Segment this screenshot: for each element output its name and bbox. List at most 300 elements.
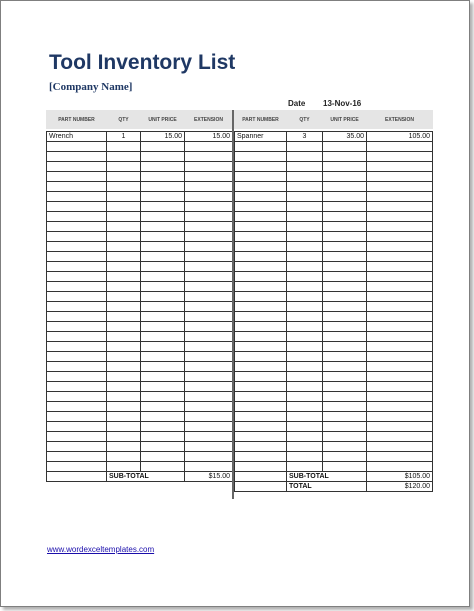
table-cell[interactable]: [47, 152, 107, 162]
table-cell[interactable]: [235, 372, 287, 382]
table-cell[interactable]: 1: [107, 132, 141, 142]
table-cell[interactable]: [323, 252, 367, 262]
table-cell[interactable]: [323, 322, 367, 332]
table-cell[interactable]: [141, 212, 185, 222]
table-cell[interactable]: [323, 262, 367, 272]
table-cell[interactable]: [107, 312, 141, 322]
table-cell[interactable]: [235, 242, 287, 252]
table-cell[interactable]: [235, 412, 287, 422]
table-cell[interactable]: [185, 162, 233, 172]
table-cell[interactable]: [107, 422, 141, 432]
table-cell[interactable]: [287, 342, 323, 352]
table-cell[interactable]: [367, 192, 433, 202]
table-cell[interactable]: [141, 362, 185, 372]
table-cell[interactable]: [47, 452, 107, 462]
table-row: [47, 302, 233, 312]
table-cell[interactable]: [287, 192, 323, 202]
table-cell[interactable]: [235, 342, 287, 352]
table-cell[interactable]: [367, 362, 433, 372]
table-cell[interactable]: [323, 312, 367, 322]
table-cell[interactable]: [323, 442, 367, 452]
table-cell[interactable]: [287, 212, 323, 222]
table-cell[interactable]: [323, 172, 367, 182]
table-cell[interactable]: [107, 272, 141, 282]
table-cell[interactable]: [141, 272, 185, 282]
table-cell[interactable]: [287, 292, 323, 302]
table-cell[interactable]: [235, 302, 287, 312]
table-cell[interactable]: [47, 442, 107, 452]
table-cell[interactable]: [367, 202, 433, 212]
table-cell[interactable]: [141, 372, 185, 382]
table-row: [235, 392, 433, 402]
table-row: [47, 462, 233, 472]
table-row: [47, 222, 233, 232]
table-cell[interactable]: [141, 332, 185, 342]
table-cell[interactable]: [107, 172, 141, 182]
table-cell[interactable]: [287, 422, 323, 432]
table-cell[interactable]: [367, 402, 433, 412]
table-cell[interactable]: [235, 192, 287, 202]
table-cell[interactable]: [323, 152, 367, 162]
table-cell[interactable]: [323, 242, 367, 252]
table-cell[interactable]: [287, 162, 323, 172]
table-cell[interactable]: [323, 302, 367, 312]
table-cell[interactable]: [107, 152, 141, 162]
table-cell[interactable]: [107, 452, 141, 462]
table-cell[interactable]: [141, 182, 185, 192]
table-cell[interactable]: [287, 392, 323, 402]
table-row: [235, 212, 433, 222]
column-header: PART NUMBER: [47, 111, 107, 129]
table-cell[interactable]: [323, 202, 367, 212]
table-cell[interactable]: [47, 412, 107, 422]
table-cell[interactable]: [235, 392, 287, 402]
table-cell[interactable]: [287, 372, 323, 382]
table-cell[interactable]: [107, 362, 141, 372]
table-cell[interactable]: [107, 242, 141, 252]
table-cell[interactable]: [235, 332, 287, 342]
table-cell[interactable]: [323, 382, 367, 392]
table-row: [235, 452, 433, 462]
table-cell[interactable]: [287, 222, 323, 232]
table-cell[interactable]: [323, 352, 367, 362]
table-cell[interactable]: [185, 192, 233, 202]
table-cell[interactable]: [367, 322, 433, 332]
table-cell[interactable]: [323, 462, 367, 472]
table-cell[interactable]: [185, 202, 233, 212]
table-cell[interactable]: [287, 312, 323, 322]
table-cell[interactable]: [107, 412, 141, 422]
table-cell[interactable]: [185, 252, 233, 262]
table-cell[interactable]: [141, 152, 185, 162]
table-cell[interactable]: [323, 292, 367, 302]
table-cell[interactable]: [47, 382, 107, 392]
table-cell[interactable]: [235, 252, 287, 262]
table-cell[interactable]: [185, 152, 233, 162]
table-cell[interactable]: [185, 362, 233, 372]
table-cell[interactable]: [287, 232, 323, 242]
table-cell[interactable]: [185, 382, 233, 392]
table-cell[interactable]: [141, 442, 185, 452]
table-cell[interactable]: [323, 212, 367, 222]
table-cell[interactable]: [287, 452, 323, 462]
table-cell[interactable]: [185, 212, 233, 222]
table-cell[interactable]: [107, 232, 141, 242]
table-cell[interactable]: [185, 432, 233, 442]
website-link[interactable]: www.wordexceltemplates.com: [47, 545, 155, 554]
table-cell[interactable]: [287, 152, 323, 162]
table-cell[interactable]: [47, 282, 107, 292]
table-cell[interactable]: [323, 192, 367, 202]
table-row: [47, 292, 233, 302]
table-cell[interactable]: [287, 252, 323, 262]
table-cell[interactable]: [107, 382, 141, 392]
table-cell[interactable]: [185, 312, 233, 322]
table-cell[interactable]: [287, 242, 323, 252]
table-cell[interactable]: [185, 172, 233, 182]
table-row: [235, 162, 433, 172]
table-cell[interactable]: [47, 242, 107, 252]
table-cell[interactable]: [367, 232, 433, 242]
table-cell[interactable]: [287, 302, 323, 312]
table-cell[interactable]: [185, 332, 233, 342]
table-cell[interactable]: [47, 342, 107, 352]
table-cell[interactable]: [141, 322, 185, 332]
table-cell[interactable]: [367, 382, 433, 392]
table-row: [235, 332, 433, 342]
table-cell[interactable]: [47, 392, 107, 402]
table-cell[interactable]: [141, 392, 185, 402]
table-cell[interactable]: [141, 382, 185, 392]
table-cell[interactable]: [141, 352, 185, 362]
table-cell[interactable]: [287, 462, 323, 472]
table-row: [235, 182, 433, 192]
table-cell[interactable]: [323, 422, 367, 432]
table-row: [235, 342, 433, 352]
table-cell[interactable]: [47, 352, 107, 362]
table-cell[interactable]: [323, 432, 367, 442]
table-cell[interactable]: 15.00: [185, 132, 233, 142]
table-cell[interactable]: [107, 162, 141, 172]
table-cell[interactable]: [185, 352, 233, 362]
table-cell[interactable]: [287, 402, 323, 412]
table-cell[interactable]: [235, 262, 287, 272]
table-cell[interactable]: [367, 282, 433, 292]
table-row: [47, 442, 233, 452]
table-cell[interactable]: [141, 302, 185, 312]
table-cell[interactable]: [367, 412, 433, 422]
table-cell[interactable]: [235, 172, 287, 182]
table-cell[interactable]: [235, 422, 287, 432]
table-cell[interactable]: [47, 252, 107, 262]
table-cell[interactable]: [107, 402, 141, 412]
table-cell[interactable]: [287, 322, 323, 332]
table-cell[interactable]: [47, 462, 107, 472]
table-cell[interactable]: Wrench: [47, 132, 107, 142]
table-row: [235, 412, 433, 422]
table-cell[interactable]: [141, 192, 185, 202]
table-cell[interactable]: [107, 292, 141, 302]
table-cell[interactable]: [323, 332, 367, 342]
table-cell[interactable]: [141, 252, 185, 262]
table-cell[interactable]: [367, 372, 433, 382]
table-cell[interactable]: [235, 202, 287, 212]
table-cell[interactable]: [185, 302, 233, 312]
table-cell[interactable]: [367, 352, 433, 362]
table-cell[interactable]: [47, 402, 107, 412]
table-cell[interactable]: [235, 232, 287, 242]
table-cell[interactable]: [141, 232, 185, 242]
table-cell[interactable]: [323, 282, 367, 292]
table-cell[interactable]: [47, 322, 107, 332]
table-cell[interactable]: [47, 262, 107, 272]
table-cell[interactable]: [107, 322, 141, 332]
table-cell[interactable]: [107, 182, 141, 192]
table-cell[interactable]: [235, 382, 287, 392]
table-cell[interactable]: [141, 202, 185, 212]
table-cell[interactable]: [141, 172, 185, 182]
table-cell[interactable]: [235, 322, 287, 332]
table-cell[interactable]: [185, 182, 233, 192]
table-cell[interactable]: [185, 322, 233, 332]
table-cell[interactable]: [107, 212, 141, 222]
table-cell[interactable]: [235, 272, 287, 282]
table-cell[interactable]: [185, 372, 233, 382]
table-cell[interactable]: [141, 342, 185, 352]
table-cell[interactable]: [287, 352, 323, 362]
table-cell[interactable]: [287, 362, 323, 372]
table-cell[interactable]: [367, 152, 433, 162]
table-cell[interactable]: [323, 362, 367, 372]
table-cell[interactable]: [287, 142, 323, 152]
table-row: [47, 352, 233, 362]
table-cell[interactable]: [287, 182, 323, 192]
table-cell[interactable]: [185, 342, 233, 352]
table-cell[interactable]: [287, 332, 323, 342]
table-cell[interactable]: [47, 192, 107, 202]
table-cell[interactable]: [367, 252, 433, 262]
table-cell[interactable]: [235, 452, 287, 462]
table-row: [47, 452, 233, 462]
table-cell[interactable]: [107, 462, 141, 472]
table-cell[interactable]: [323, 392, 367, 402]
table-cell[interactable]: 105.00: [367, 132, 433, 142]
table-cell[interactable]: [47, 332, 107, 342]
table-cell[interactable]: [287, 442, 323, 452]
table-cell[interactable]: [367, 422, 433, 432]
table-cell[interactable]: [107, 222, 141, 232]
table-cell[interactable]: [185, 142, 233, 152]
table-cell[interactable]: [235, 312, 287, 322]
table-cell[interactable]: [141, 452, 185, 462]
table-cell[interactable]: [107, 302, 141, 312]
table-cell[interactable]: Spanner: [235, 132, 287, 142]
table-cell[interactable]: [47, 232, 107, 242]
table-cell[interactable]: 35.00: [323, 132, 367, 142]
table-cell[interactable]: [235, 402, 287, 412]
table-cell[interactable]: [367, 452, 433, 462]
table-cell[interactable]: [47, 292, 107, 302]
table-cell[interactable]: [235, 282, 287, 292]
table-cell[interactable]: [47, 372, 107, 382]
table-cell[interactable]: [367, 342, 433, 352]
table-row: [235, 192, 433, 202]
table-cell[interactable]: [47, 302, 107, 312]
table-row: [47, 282, 233, 292]
table-cell[interactable]: [107, 372, 141, 382]
table-cell[interactable]: [235, 432, 287, 442]
table-cell[interactable]: [367, 292, 433, 302]
table-cell[interactable]: [367, 222, 433, 232]
table-cell[interactable]: [47, 432, 107, 442]
table-cell[interactable]: [107, 142, 141, 152]
table-cell[interactable]: [185, 402, 233, 412]
table-cell[interactable]: [141, 242, 185, 252]
table-cell[interactable]: [47, 182, 107, 192]
table-cell[interactable]: [141, 222, 185, 232]
table-cell[interactable]: [141, 262, 185, 272]
table-cell[interactable]: [107, 202, 141, 212]
table-cell[interactable]: [107, 282, 141, 292]
table-cell[interactable]: [141, 402, 185, 412]
table-cell[interactable]: [367, 212, 433, 222]
table-cell[interactable]: [287, 432, 323, 442]
table-cell[interactable]: [323, 222, 367, 232]
table-cell[interactable]: [367, 302, 433, 312]
table-cell[interactable]: [185, 442, 233, 452]
table-cell[interactable]: [287, 282, 323, 292]
table-cell[interactable]: 15.00: [141, 132, 185, 142]
table-cell[interactable]: [323, 142, 367, 152]
table-row: [235, 312, 433, 322]
table-cell[interactable]: [367, 142, 433, 152]
table-cell[interactable]: [367, 462, 433, 472]
table-cell[interactable]: [235, 462, 287, 472]
table-cell[interactable]: [47, 272, 107, 282]
table-cell[interactable]: [47, 202, 107, 212]
table-cell[interactable]: [235, 182, 287, 192]
table-cell[interactable]: [107, 252, 141, 262]
table-cell[interactable]: [185, 232, 233, 242]
table-row: [235, 222, 433, 232]
table-cell[interactable]: [367, 262, 433, 272]
table-cell[interactable]: [107, 442, 141, 452]
table-cell[interactable]: [47, 222, 107, 232]
subtotal-value: $15.00: [185, 472, 233, 482]
table-cell[interactable]: [235, 362, 287, 372]
table-cell[interactable]: [367, 392, 433, 402]
table-cell[interactable]: [323, 182, 367, 192]
table-cell[interactable]: [141, 142, 185, 152]
table-cell[interactable]: [287, 382, 323, 392]
table-cell[interactable]: [235, 292, 287, 302]
table-cell[interactable]: [141, 462, 185, 472]
table-cell[interactable]: [107, 192, 141, 202]
table-cell[interactable]: [107, 332, 141, 342]
table-cell[interactable]: [185, 242, 233, 252]
table-cell[interactable]: [141, 412, 185, 422]
table-cell[interactable]: [323, 162, 367, 172]
table-cell[interactable]: [185, 222, 233, 232]
table-cell[interactable]: [367, 272, 433, 282]
table-cell[interactable]: [107, 262, 141, 272]
table-cell[interactable]: [323, 232, 367, 242]
table-cell[interactable]: [185, 262, 233, 272]
table-row: [47, 422, 233, 432]
table-cell[interactable]: [47, 212, 107, 222]
table-cell[interactable]: [235, 162, 287, 172]
table-cell[interactable]: [235, 142, 287, 152]
table-cell[interactable]: [47, 162, 107, 172]
table-cell[interactable]: [323, 272, 367, 282]
table-cell[interactable]: [141, 282, 185, 292]
table-cell[interactable]: [47, 422, 107, 432]
table-cell[interactable]: [141, 432, 185, 442]
table-cell[interactable]: [107, 352, 141, 362]
table-cell[interactable]: [287, 262, 323, 272]
table-cell[interactable]: [367, 312, 433, 322]
table-cell[interactable]: [107, 392, 141, 402]
table-cell[interactable]: [367, 242, 433, 252]
subtotal-blank: [235, 472, 287, 482]
table-cell[interactable]: [185, 452, 233, 462]
table-cell[interactable]: [367, 432, 433, 442]
table-cell[interactable]: [185, 292, 233, 302]
table-cell[interactable]: [141, 422, 185, 432]
table-cell[interactable]: [185, 272, 233, 282]
table-cell[interactable]: [367, 442, 433, 452]
table-row: [235, 132, 433, 142]
table-cell[interactable]: [185, 412, 233, 422]
table-cell[interactable]: [367, 332, 433, 342]
table-cell[interactable]: [185, 392, 233, 402]
table-cell[interactable]: [367, 182, 433, 192]
table-cell[interactable]: [47, 312, 107, 322]
table-cell[interactable]: [47, 362, 107, 372]
table-cell[interactable]: [107, 342, 141, 352]
table-cell[interactable]: [141, 312, 185, 322]
table-cell[interactable]: [235, 352, 287, 362]
table-cell[interactable]: [367, 172, 433, 182]
table-cell[interactable]: [323, 412, 367, 422]
table-row: [47, 202, 233, 212]
table-cell[interactable]: [323, 402, 367, 412]
table-cell[interactable]: [185, 462, 233, 472]
table-cell[interactable]: [47, 142, 107, 152]
table-cell[interactable]: [107, 432, 141, 442]
table-cell[interactable]: [287, 272, 323, 282]
table-cell[interactable]: [47, 172, 107, 182]
table-cell[interactable]: [235, 212, 287, 222]
header-row: [235, 111, 433, 129]
table-cell[interactable]: [185, 282, 233, 292]
table-cell[interactable]: [141, 292, 185, 302]
table-cell[interactable]: [367, 162, 433, 172]
table-cell[interactable]: [185, 422, 233, 432]
table-cell[interactable]: [235, 442, 287, 452]
table-cell[interactable]: 3: [287, 132, 323, 142]
table-cell[interactable]: [323, 342, 367, 352]
table-cell[interactable]: [287, 172, 323, 182]
table-cell[interactable]: [287, 202, 323, 212]
table-cell[interactable]: [323, 372, 367, 382]
table-cell[interactable]: [235, 222, 287, 232]
table-cell[interactable]: [287, 412, 323, 422]
table-cell[interactable]: [323, 452, 367, 462]
table-row: [47, 142, 233, 152]
table-cell[interactable]: [141, 162, 185, 172]
table-cell[interactable]: [235, 152, 287, 162]
